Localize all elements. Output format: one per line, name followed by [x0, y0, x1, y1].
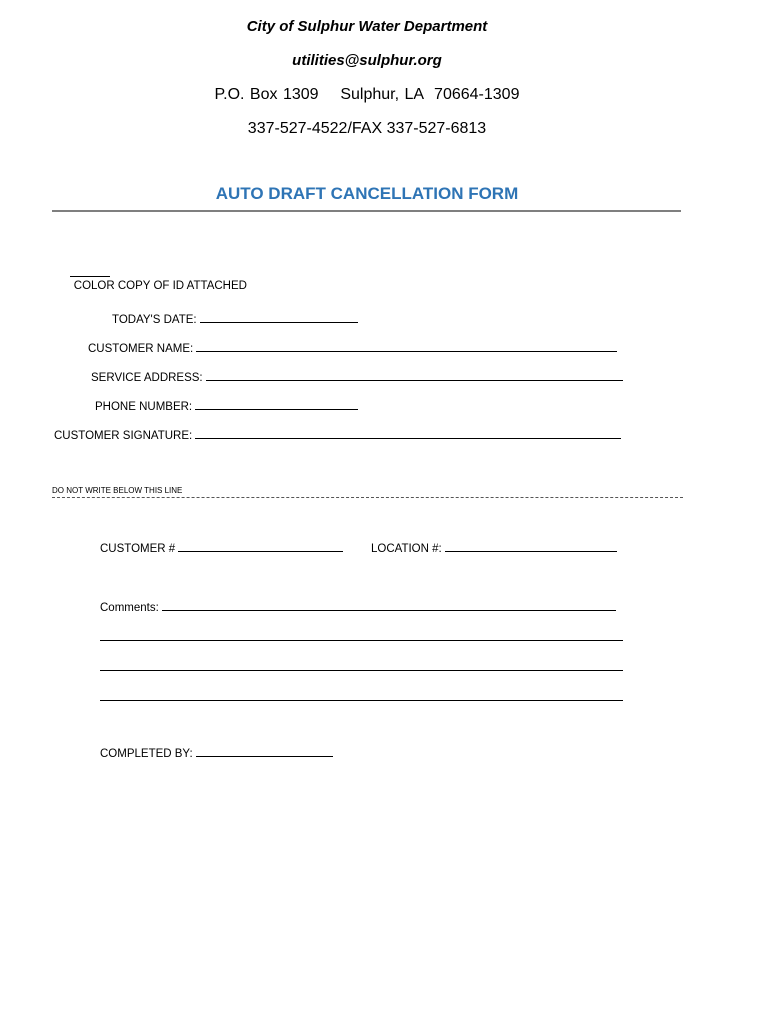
- comments-row: [100, 600, 616, 614]
- customer-number-label: CUSTOMER #: [100, 543, 176, 555]
- customer-signature-field[interactable]: [195, 428, 621, 439]
- customer-number-row: [100, 541, 343, 555]
- todays-date-row: [112, 312, 358, 326]
- comments-line-row: [100, 690, 623, 701]
- do-not-write-notice: DO NOT WRITE BELOW THIS LINE: [52, 486, 183, 495]
- customer-name-row: [88, 341, 617, 355]
- comments-field-line-4[interactable]: [100, 690, 623, 701]
- department-name: City of Sulphur Water Department: [246, 18, 488, 35]
- service-address-row: [91, 370, 623, 384]
- service-address-field[interactable]: [206, 370, 623, 381]
- comments-label: Comments:: [100, 602, 159, 614]
- customer-name-label: CUSTOMER NAME:: [88, 343, 194, 355]
- completed-by-field[interactable]: [196, 746, 333, 757]
- todays-date-field[interactable]: [200, 312, 358, 323]
- location-number-field[interactable]: [445, 541, 617, 552]
- comments-line-row: [100, 660, 623, 671]
- form-title: AUTO DRAFT CANCELLATION FORM: [215, 184, 519, 203]
- todays-date-label: TODAY'S DATE:: [112, 314, 197, 326]
- phone-number-field[interactable]: [195, 399, 358, 410]
- customer-signature-row: [54, 428, 621, 442]
- comments-line-row: [100, 630, 623, 641]
- title-divider: [52, 210, 681, 212]
- phone-number-row: [95, 399, 358, 413]
- id-attached-blank[interactable]: [70, 266, 110, 277]
- id-attached-label: COLOR COPY OF ID ATTACHED: [73, 280, 247, 292]
- phone-number-label: PHONE NUMBER:: [95, 401, 193, 413]
- department-address: P.O. Box 1309 Sulphur, LA 70664-1309: [214, 86, 520, 103]
- department-phone-fax: 337-527-4522/FAX 337-527-6813: [247, 120, 487, 137]
- comments-field-line-1[interactable]: [162, 600, 616, 611]
- office-use-divider: [52, 497, 683, 498]
- customer-number-field[interactable]: [178, 541, 343, 552]
- comments-field-line-2[interactable]: [100, 630, 623, 641]
- location-number-row: [371, 541, 617, 555]
- location-number-label: LOCATION #:: [371, 543, 442, 555]
- department-email: utilities@sulphur.org: [292, 52, 442, 69]
- completed-by-row: [100, 746, 333, 760]
- completed-by-label: COMPLETED BY:: [100, 748, 193, 760]
- id-attached-row: [57, 254, 247, 304]
- service-address-label: SERVICE ADDRESS:: [91, 372, 203, 384]
- customer-signature-label: CUSTOMER SIGNATURE:: [54, 430, 193, 442]
- comments-field-line-3[interactable]: [100, 660, 623, 671]
- customer-name-field[interactable]: [196, 341, 617, 352]
